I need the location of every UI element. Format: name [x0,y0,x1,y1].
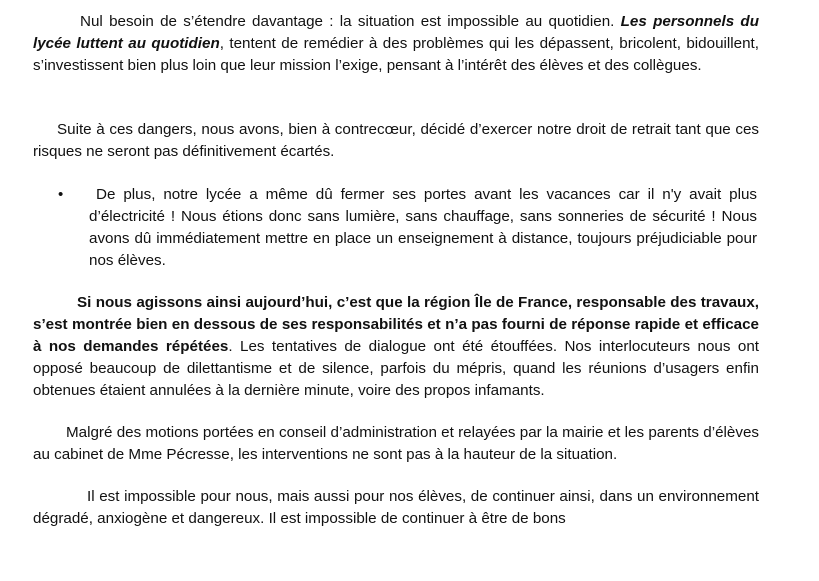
paragraph-text: Nul besoin de s’étendre davantage : la situation est impossible au quotidien. [80,13,621,30]
paragraph-right-of-withdrawal [33,119,759,163]
paragraph-motions [33,422,759,466]
bullet-marker: • [58,186,64,203]
paragraph-text: Il est impossible pour nous, mais aussi pour nos élèves, de continuer ainsi, dans un environnement dégradé, anxiogène et dangereux. Il est impossible de continuer à être de bons [33,488,759,527]
paragraph-text: , tentent de remédier à des problèmes qui les dépassent, bricolent, bidouillent, s’investissent bien plus loin que leur mission l’exige, pensant à l’intérêt des élèves et des collègues. [33,35,759,74]
paragraph-text: Suite à ces dangers, nous avons, bien à contrecœur, décidé d’exercer notre droit de retrait tant que ces risques ne seront pas définitivement écartés. [33,121,759,160]
paragraph-impossible-to-continue [33,486,759,530]
paragraph-daily-situation [33,11,759,77]
paragraph-text: . Les tentatives de dialogue ont été étouffées. Nos interlocuteurs nous ont opposé beaucoup de dilettantisme et de silence, parfois du mépris, quand les réunions d’usagers enfin obtenues étaient annulées à la dernière minute, voire des propos infamants. [33,338,759,399]
bold-text: Si nous agissons ainsi aujourd’hui, c’est que la région Île de France, responsable des travaux, s’est montrée bien en dessous de ses responsabilités et n’a pas fourni de réponse rapide et efficace à nos demandes répétées [33,294,759,355]
emphasis-text: Les personnels du lycée luttent au quotidien [33,13,759,52]
bullet-text: De plus, notre lycée a même dû fermer ses portes avant les vacances car il n'y avait plus d’électricité ! Nous étions donc sans lumière, sans chauffage, sans sonneries de sécurité ! Nous avons dû immédiatement mettre en place un enseignement à distance, toujours préjudiciable pour nos élèves. [89,186,757,269]
paragraph-region-responsibility [33,292,759,402]
paragraph-text: Malgré des motions portées en conseil d’administration et relayées par la mairie et les parents d’élèves au cabinet de Mme Pécresse, les interventions ne sont pas à la hauteur de la situation. [33,424,759,463]
